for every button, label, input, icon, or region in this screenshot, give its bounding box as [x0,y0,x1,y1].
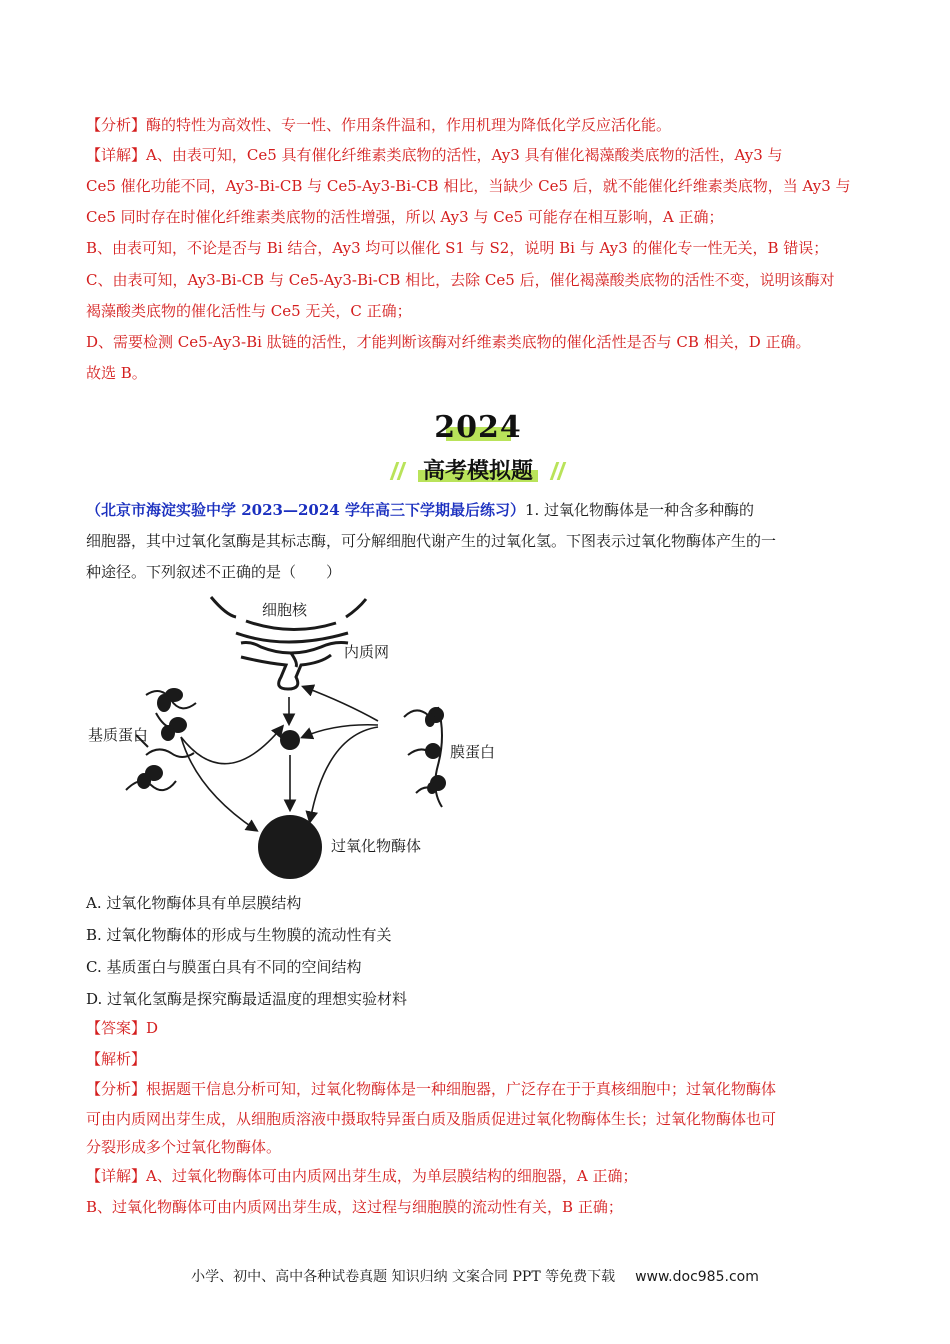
jiexi-tag: 【解析】 [86,1050,147,1068]
fenxi-tag: 【分析】 [86,116,147,134]
answer-tag: 【答案】 [86,1019,147,1037]
vesicle [280,730,300,750]
answer-value: D [146,1019,159,1037]
label-er: 内质网 [344,643,390,661]
label-membrane-protein: 膜蛋白 [450,743,496,761]
analysis-top-line-a1: 【详解】A、由表可知，Ce5 具有催化纤维素类底物的活性，Ay3 具有催化褐藻酸类底物的活性，Ay3 与 [86,146,783,164]
analysis-top-line-c1: C、由表可知，Ay3-Bi-CB 与 Ce5-Ay3-Bi-CB 相比，去除 Ce5 后，催化褐藻酸类底物的活性不变，说明该酶对 [86,271,835,289]
label-peroxisome: 过氧化物酶体 [331,837,422,855]
analysis-bottom-line-a: 【详解】A、过氧化物酶体可由内质网出芽生成，为单层膜结构的细胞器，A 正确； [86,1167,638,1185]
section-banner [383,402,573,492]
label-nucleus: 细胞核 [262,601,308,619]
analysis-bottom-fenxi-2: 可由内质网出芽生成，从细胞质溶液中摄取特异蛋白质及脂质促进过氧化物酶体生长；过氧化物酶体也可 [86,1110,777,1128]
option-c: C. 基质蛋白与膜蛋白具有不同的空间结构 [86,958,362,976]
analysis-top-conclusion: 故选 B。 [86,364,147,382]
analysis-bottom-line-b: B、过氧化物酶体可由内质网出芽生成，这过程与细胞膜的流动性有关，B 正确； [86,1198,623,1216]
peroxisome-body [258,815,322,879]
label-matrix-protein: 基质蛋白 [88,726,149,744]
page-footer [0,1266,950,1286]
xiangjie-tag: 【详解】 [86,146,147,164]
answer-line [86,1013,866,1045]
option-a: A. 过氧化物酶体具有单层膜结构 [86,894,302,912]
analysis-top-line-b: B、由表可知，不论是否与 Bi 结合，Ay3 均可以催化 S1 与 S2，说明 Bi 与 Ay3 的催化专一性无关，B 错误； [86,239,829,257]
option-b: B. 过氧化物酶体的形成与生物膜的流动性有关 [86,926,392,944]
er-shape [236,633,348,689]
analysis-bottom-fenxi-3: 分裂形成多个过氧化物酶体。 [86,1138,282,1156]
banner-year: 2024 [434,410,522,445]
xiangjie-tag: 【详解】 [86,1167,147,1185]
analysis-bottom-fenxi-1: 【分析】根据题干信息分析可知，过氧化物酶体是一种细胞器，广泛存在于于真核细胞中；过氧化物酶体 [86,1080,777,1098]
question-source: （北京市海淀实验中学 2023—2024 学年高三下学期最后练习） [86,501,525,519]
question-line-2: 细胞器，其中过氧化氢酶是其标志酶，可分解细胞代谢产生的过氧化氢。下图表示过氧化物酶体产生的一 [86,532,777,550]
question-line-1: （北京市海淀实验中学 2023—2024 学年高三下学期最后练习）1. 过氧化物酶体是一种含多种酶的 [86,501,755,519]
banner-title: 高考模拟题 [422,459,533,484]
pathway-arrows [181,687,378,830]
fenxi-tag: 【分析】 [86,1080,147,1098]
question-line-3: 种途径。下列叙述不正确的是（ ） [86,563,342,581]
analysis-top-line-c2: 褐藻酸类底物的催化活性与 Ce5 无关，C 正确； [86,302,412,320]
analysis-top-fenxi: 【分析】酶的特性为高效性、专一性、作用条件温和，作用机理为降低化学反应活化能。 [86,116,672,134]
analysis-top-line-a2: Ce5 催化功能不同，Ay3-Bi-CB 与 Ce5-Ay3-Bi-CB 相比，当缺少 Ce5 后，就不能催化纤维素类底物，当 Ay3 与 [86,177,851,195]
analysis-top-line-a3: Ce5 同时存在时催化纤维素类底物的活性增强，所以 Ay3 与 Ce5 可能存在相互影响，A 正确； [86,208,724,226]
membrane-protein-shape [404,707,446,807]
footer-text: 小学、初中、高中各种试卷真题 知识归纳 文案合同 PPT 等免费下载 [191,1269,616,1285]
footer-site-link[interactable]: www.doc985.com [635,1269,759,1285]
analysis-top-line-d: D、需要检测 Ce5-Ay3-Bi 肽链的活性，才能判断该酶对纤维素类底物的催化活性是否与 CB 相关，D 正确。 [86,333,811,351]
peroxisome-diagram [86,585,516,885]
option-d: D. 过氧化氢酶是探究酶最适温度的理想实验材料 [86,990,408,1008]
